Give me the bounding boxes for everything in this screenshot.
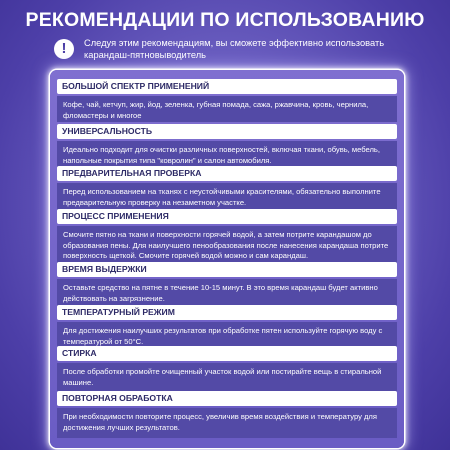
section-heading: ВРЕМЯ ВЫДЕРЖКИ — [57, 262, 397, 277]
section-application — [57, 209, 397, 264]
section-heading: СТИРКА — [57, 346, 397, 361]
section-washing — [57, 346, 397, 391]
section-text: При необходимости повторите процесс, увеличив время воздействия и температуру для достижения лучших результатов. — [57, 408, 397, 438]
section-text: Смочите пятно на ткани и поверхности горячей водой, а затем потрите карандашом до образования пены. Для наилучшего пенообразования после нанесения карандаша потрите поверхность щеткой. Смочите горячей водой можно и сам карандаш. — [57, 226, 397, 264]
section-exposure-time — [57, 262, 397, 306]
section-text: Перед использованием на тканях с неустойчивыми красителями, обязательно выполните предварительную проверку на незаметном участке. — [57, 183, 397, 210]
section-text: Оставьте средство на пятне в течение 10-15 минут. В это время карандаш будет активно действовать на загрязнение. — [57, 279, 397, 306]
section-heading: ТЕМПЕРАТУРНЫЙ РЕЖИМ — [57, 305, 397, 320]
section-heading: БОЛЬШОЙ СПЕКТР ПРИМЕНЕНИЙ — [57, 79, 397, 94]
section-versatility — [57, 124, 397, 167]
section-text: Идеально подходит для очистки различных поверхностей, включая ткани, обувь, мебель, напольные покрытия типа "ковролин" и салон автомобиля. — [57, 141, 397, 167]
section-wide-range — [57, 79, 397, 122]
section-text: После обработки промойте очищенный участок водой или постирайте вещь в стиральной машине. — [57, 363, 397, 391]
section-pretest — [57, 166, 397, 210]
page-title: РЕКОМЕНДАЦИИ ПО ИСПОЛЬЗОВАНИЮ — [25, 9, 425, 31]
section-heading: ПРОЦЕСС ПРИМЕНЕНИЯ — [57, 209, 397, 224]
section-temperature — [57, 305, 397, 350]
section-heading: УНИВЕРСАЛЬНОСТЬ — [57, 124, 397, 139]
exclamation-icon: ! — [54, 39, 74, 59]
section-text: Для достижения наилучших результатов при обработке пятен используйте горячую воду с температурой от 50°C. — [57, 322, 397, 350]
intro-note — [61, 37, 414, 61]
section-repeat-treatment — [57, 391, 397, 438]
section-heading: ПРЕДВАРИТЕЛЬНАЯ ПРОВЕРКА — [57, 166, 397, 181]
intro-text: Следуя этим рекомендациям, вы сможете эффективно использовать карандаш-пятновыводитель — [84, 38, 385, 60]
section-heading: ПОВТОРНАЯ ОБРАБОТКА — [57, 391, 397, 406]
section-text: Кофе, чай, кетчуп, жир, йод, зеленка, губная помада, сажа, ржавчина, кровь, чернила, фломастеры и многое — [57, 96, 397, 122]
